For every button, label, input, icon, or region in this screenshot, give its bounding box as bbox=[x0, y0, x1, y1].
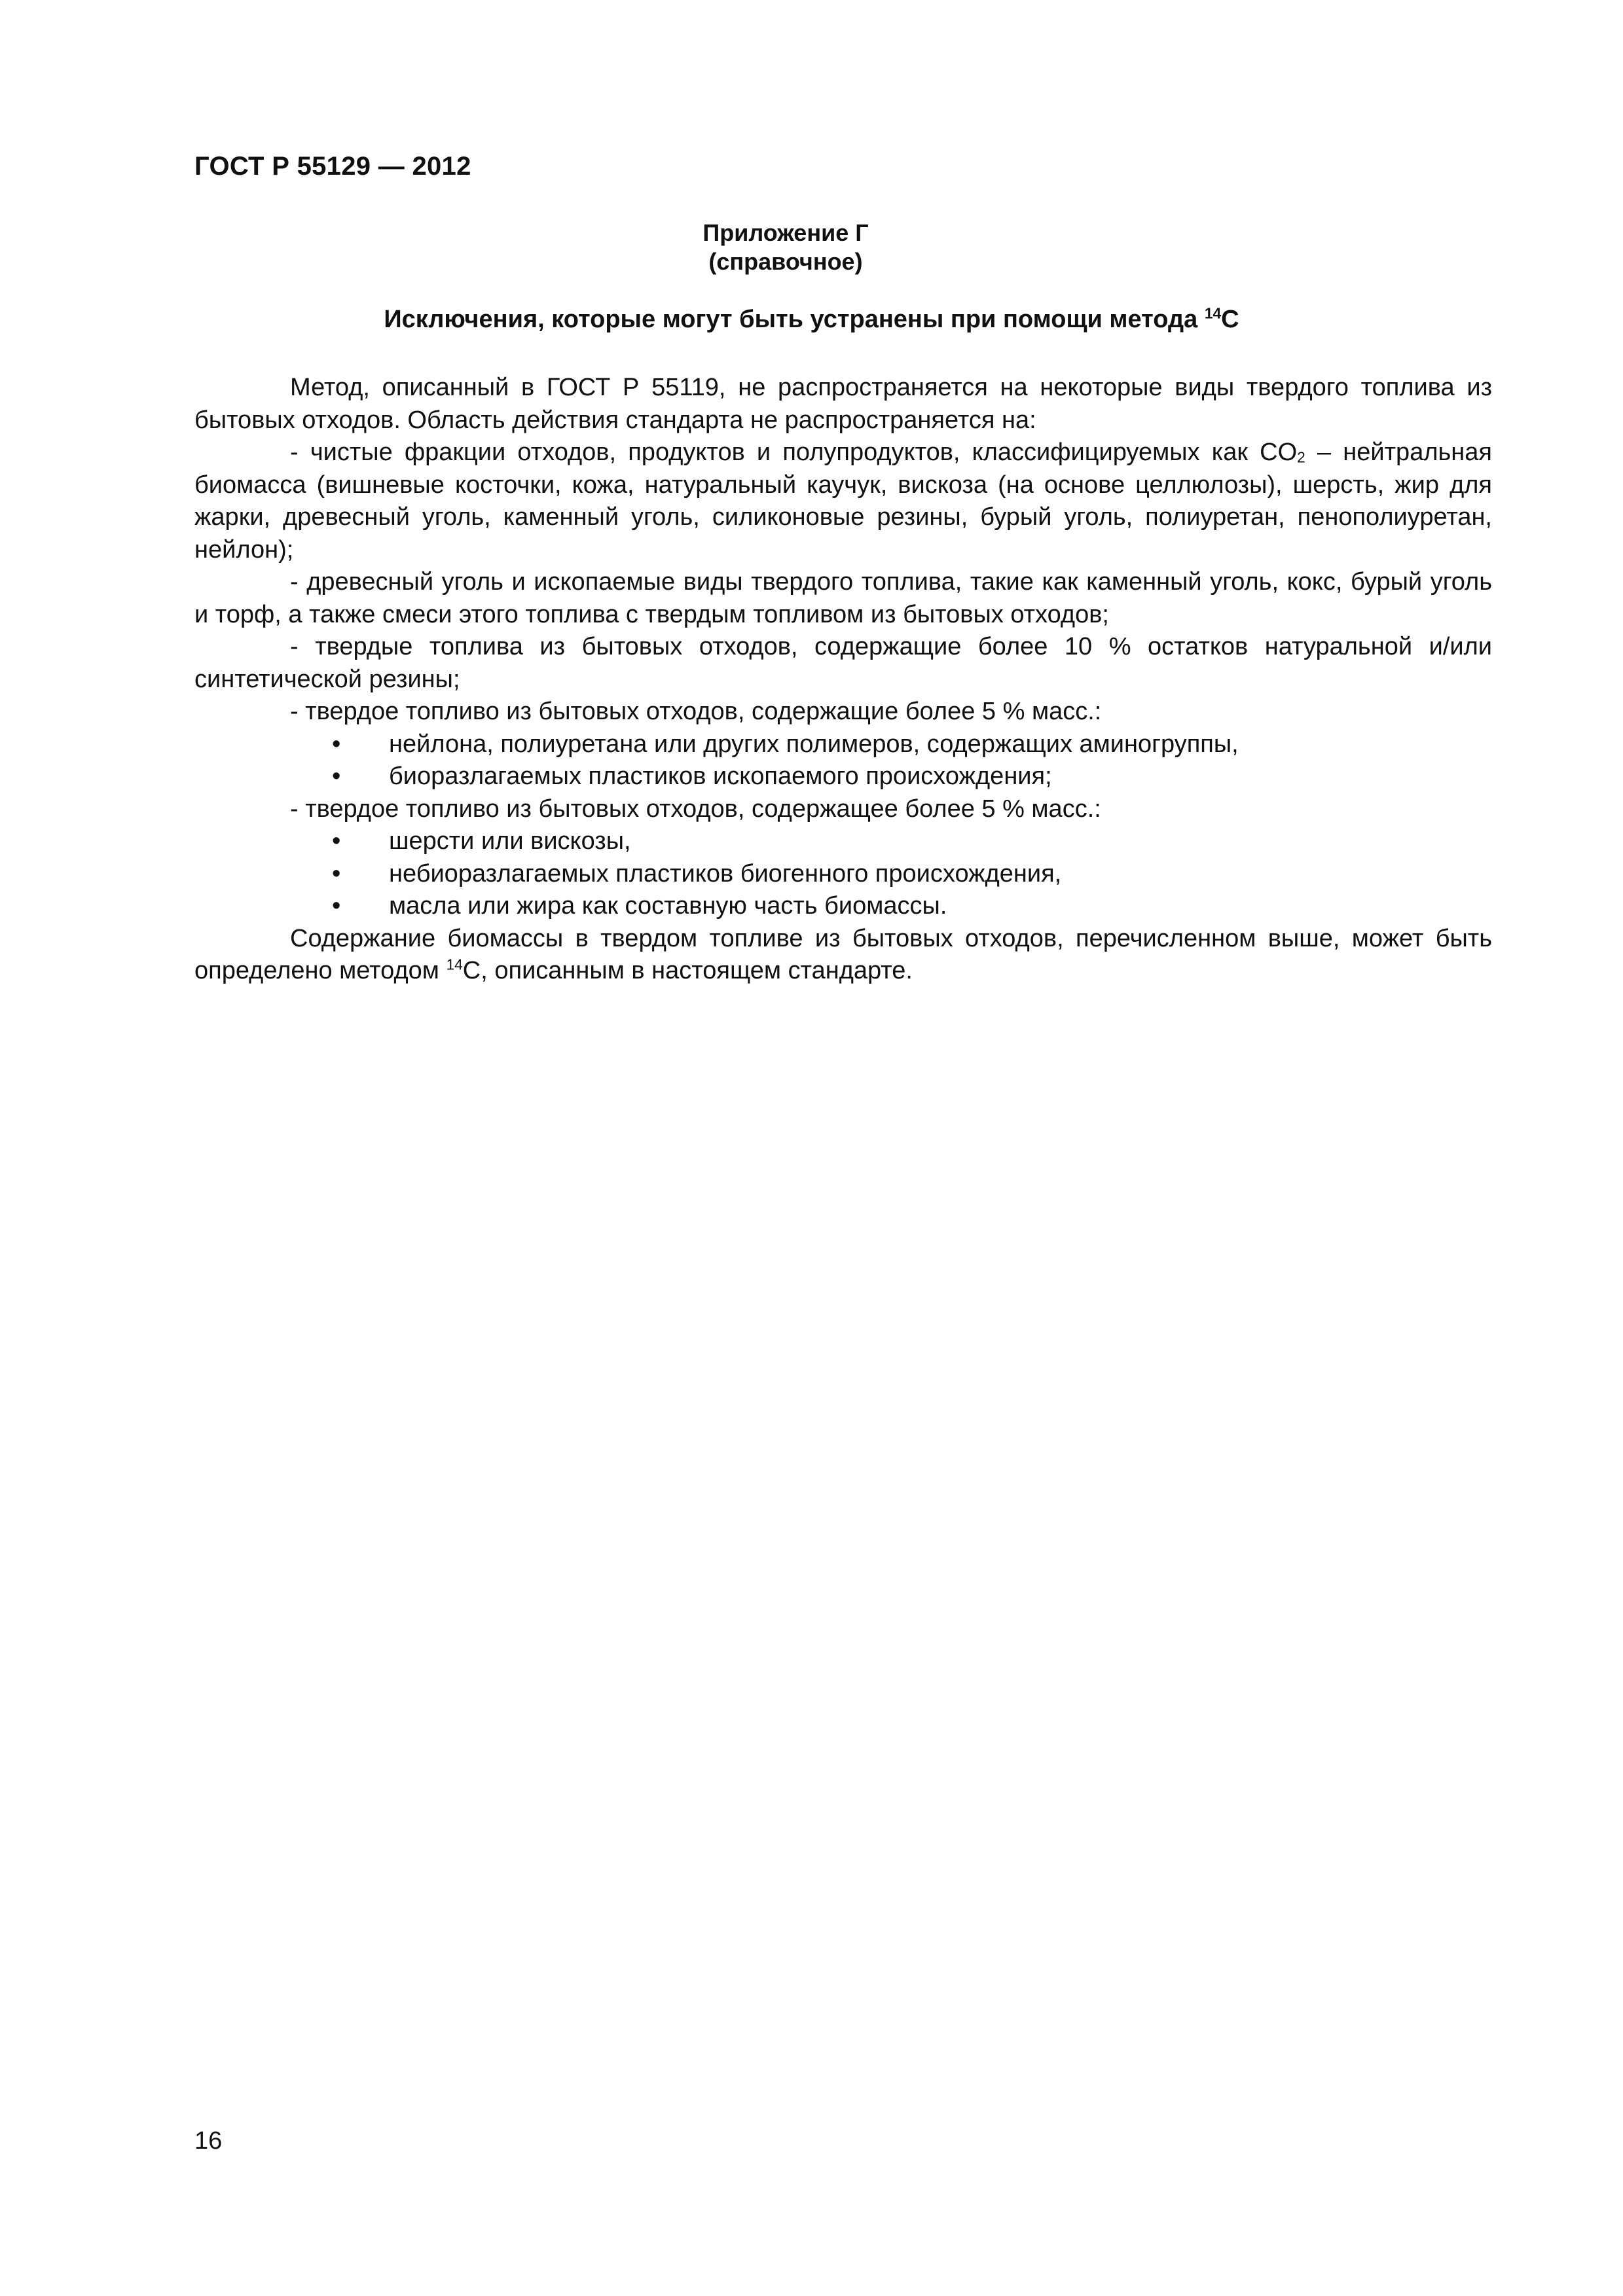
list-item bbox=[194, 728, 1492, 761]
document-body bbox=[194, 372, 1492, 988]
conclusion-text-end: C, описанным в настоящем стандарте. bbox=[462, 957, 913, 984]
conclusion-text: Содержание биомассы в твердом топливе из бытовых отходов, перечисленном выше, может быть определено методом bbox=[194, 924, 1492, 984]
exclusion-item-5: - твердое топливо из бытовых отходов, содержащее более 5 % масс.: bbox=[290, 795, 1101, 823]
section-title-text: Исключения, которые могут быть устранены при помощи метода bbox=[384, 306, 1205, 333]
page-number: 16 bbox=[194, 2127, 223, 2155]
bullet-icon: • bbox=[332, 827, 341, 855]
appendix-label: Приложение Г bbox=[702, 219, 869, 246]
co2-subscript: 2 bbox=[1297, 448, 1305, 466]
list-item-text: нейлона, полиуретана или других полимеров, содержащих аминогруппы, bbox=[389, 730, 1239, 758]
section-title-isotope-mass: 14 bbox=[1204, 304, 1222, 322]
appendix-type: (справочное) bbox=[708, 248, 863, 275]
list-item bbox=[194, 858, 1492, 891]
list-item-text: биоразлагаемых пластиков ископаемого происхождения; bbox=[389, 762, 1052, 790]
list-item-text: шерсти или вискозы, bbox=[389, 827, 631, 855]
bullet-icon: • bbox=[332, 892, 341, 920]
bullet-icon: • bbox=[332, 859, 341, 888]
section-title-isotope-element: C bbox=[1221, 306, 1239, 333]
list-item bbox=[194, 761, 1492, 793]
list-item bbox=[194, 825, 1492, 858]
exclusion-item-5-list bbox=[194, 825, 1492, 923]
exclusion-item-4: - твердое топливо из бытовых отходов, содержащие более 5 % масс.: bbox=[290, 698, 1102, 725]
bullet-icon: • bbox=[332, 730, 341, 758]
exclusion-item-3: - твердые топлива из бытовых отходов, содержащие более 10 % остатков натуральной и/или синтетической резины; bbox=[194, 633, 1492, 693]
conclusion-paragraph bbox=[194, 923, 1492, 988]
appendix-heading bbox=[589, 219, 982, 276]
exclusion-item-1-text: - чистые фракции отходов, продуктов и полупродуктов, классифицируемых как CO bbox=[290, 439, 1298, 466]
section-title bbox=[194, 306, 1429, 334]
conclusion-isotope-mass: 14 bbox=[446, 956, 463, 973]
list-item-text: масла или жира как составную часть биомассы. bbox=[389, 892, 947, 920]
exclusion-item-1 bbox=[194, 437, 1492, 566]
list-item bbox=[194, 890, 1492, 923]
list-item-text: небиоразлагаемых пластиков биогенного происхождения, bbox=[389, 859, 1062, 888]
document-header: ГОСТ Р 55129 — 2012 bbox=[194, 152, 471, 181]
exclusion-item-2: - древесный уголь и ископаемые виды твердого топлива, такие как каменный уголь, кокс, бурый уголь и торф, а также смеси этого топлива с твердым топливом из бытовых отходов; bbox=[194, 568, 1492, 628]
exclusion-item-4-list bbox=[194, 728, 1492, 793]
bullet-icon: • bbox=[332, 762, 341, 790]
intro-paragraph: Метод, описанный в ГОСТ Р 55119, не распространяется на некоторые виды твердого топлива из бытовых отходов. Область действия стандарта не распространяется на: bbox=[194, 374, 1492, 434]
exclusion-item-1-rest: – нейтральная биомасса (вишневые косточки, кожа, натуральный каучук, вискоза (на основе целлюлозы), шерсть, жир для жарки, древесный уголь, каменный уголь, силиконовые резины, бурый уголь, полиуретан, пенополиуретан, нейлон); bbox=[194, 439, 1492, 564]
